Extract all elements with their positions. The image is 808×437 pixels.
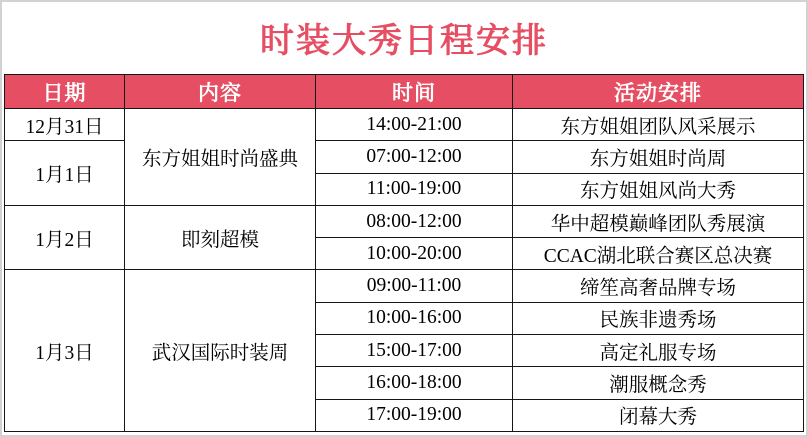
- activity-cell: 东方姐姐风尚大秀: [513, 173, 804, 205]
- table-row: [5, 141, 804, 173]
- activity-cell: 东方姐姐时尚周: [513, 141, 804, 173]
- activity-cell: 民族非遗秀场: [513, 302, 804, 334]
- schedule-table: [4, 74, 804, 432]
- activity-cell: 潮服概念秀: [513, 367, 804, 399]
- time-cell: 15:00-17:00: [316, 335, 513, 367]
- header-activity: 活动安排: [513, 75, 804, 109]
- content-cell: 即刻超模: [125, 205, 316, 270]
- time-cell: 07:00-12:00: [316, 141, 513, 173]
- activity-cell: 缔笙高奢品牌专场: [513, 270, 804, 302]
- header-row: [5, 75, 804, 109]
- date-cell: 12月31日: [5, 109, 125, 141]
- table-row: [5, 270, 804, 302]
- header-time: 时间: [316, 75, 513, 109]
- activity-cell: 闭幕大秀: [513, 399, 804, 431]
- time-cell: 16:00-18:00: [316, 367, 513, 399]
- activity-cell: 东方姐姐团队风采展示: [513, 109, 804, 141]
- activity-cell: CCAC湖北联合赛区总决赛: [513, 238, 804, 270]
- content-cell: 东方姐姐时尚盛典: [125, 109, 316, 206]
- table-row: [5, 109, 804, 141]
- time-cell: 10:00-16:00: [316, 302, 513, 334]
- header-content: 内容: [125, 75, 316, 109]
- time-cell: 11:00-19:00: [316, 173, 513, 205]
- date-cell: 1月1日: [5, 141, 125, 206]
- title-bar: [0, 0, 808, 74]
- time-cell: 17:00-19:00: [316, 399, 513, 431]
- time-cell: 14:00-21:00: [316, 109, 513, 141]
- content-cell: 武汉国际时装周: [125, 270, 316, 431]
- activity-cell: 高定礼服专场: [513, 335, 804, 367]
- activity-cell: 华中超模巅峰团队秀展演: [513, 205, 804, 237]
- header-date: 日期: [5, 75, 125, 109]
- date-cell: 1月3日: [5, 270, 125, 431]
- page-title: 时装大秀日程安排: [260, 21, 548, 60]
- time-cell: 08:00-12:00: [316, 205, 513, 237]
- time-cell: 09:00-11:00: [316, 270, 513, 302]
- table-row: [5, 205, 804, 237]
- date-cell: 1月2日: [5, 205, 125, 270]
- time-cell: 10:00-20:00: [316, 238, 513, 270]
